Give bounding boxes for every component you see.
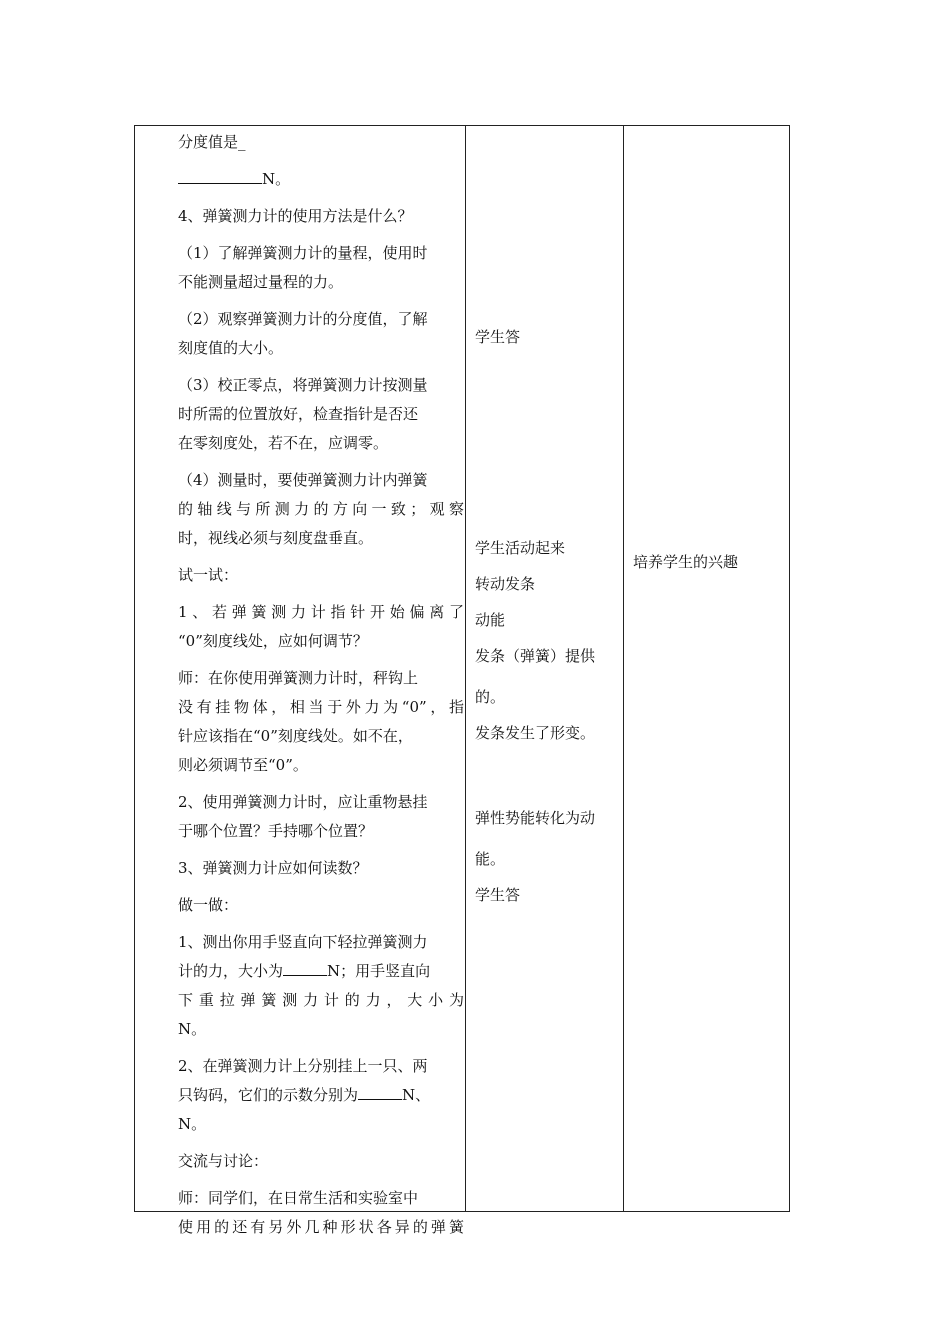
section-heading: 做一做：	[178, 896, 239, 914]
student-note: 的。	[475, 688, 506, 706]
student-note: 学生答	[475, 328, 521, 346]
paragraph: 1、测出你用手竖直向下轻拉弹簧测力 计的力，大小为 N；用手竖直向 下重拉弹簧测力计的力，大小为 N。	[178, 933, 464, 1038]
paragraph: 分度值是_	[178, 133, 246, 151]
paragraph: 1、若弹簧测力计指针开始偏离了 “0”刻度线处，应如何调节？	[178, 603, 464, 650]
student-note: 学生答	[475, 886, 521, 904]
student-note: 发条发生了形变。	[475, 724, 596, 742]
paragraph: （3）校正零点，将弹簧测力计按测量 时所需的位置放好，检查指针是否还 在零刻度处，若不在，应调零。	[178, 376, 428, 452]
lesson-table	[134, 125, 790, 1236]
answer-blank	[178, 165, 262, 184]
paragraph: （4）测量时，要使弹簧测力计内弹簧 的轴线与所测力的方向一致；观察 时，视线必须与刻度盘垂直。	[178, 471, 464, 547]
design-intent-column	[633, 126, 783, 1211]
paragraph: （2）观察弹簧测力计的分度值，了解 刻度值的大小。	[178, 310, 428, 357]
paragraph: 师：同学们，在日常生活和实验室中 使用的还有另外几种形状各异的弹簧	[178, 1189, 464, 1236]
design-note: 培养学生的兴趣	[633, 553, 739, 571]
student-note: 转动发条	[475, 575, 536, 593]
paragraph: （1）了解弹簧测力计的量程，使用时 不能测量超过量程的力。	[178, 244, 428, 291]
column-divider-1	[465, 126, 466, 1211]
student-note: 能。	[475, 850, 506, 868]
teaching-content-column	[178, 128, 464, 1250]
paragraph: 2、在弹簧测力计上分别挂上一只、两 只钩码，它们的示数分别为 N、 N。	[178, 1057, 431, 1133]
paragraph: N。	[178, 165, 464, 194]
paragraph: 4、弹簧测力计的使用方法是什么？	[178, 207, 413, 225]
paragraph: 3、弹簧测力计应如何读数？	[178, 859, 368, 877]
paragraph: 师：在你使用弹簧测力计时，秤钩上 没有挂物体，相当于外力为“0”，指 针应该指在“0”刻度线处。如不在， 则必须调节至“0”。	[178, 669, 464, 774]
section-heading: 交流与讨论：	[178, 1152, 269, 1170]
section-heading: 试一试：	[178, 566, 239, 584]
student-note: 学生活动起来	[475, 539, 566, 557]
student-activity-column	[475, 126, 625, 1211]
answer-blank	[283, 957, 327, 976]
student-note: 发条（弹簧）提供	[475, 647, 596, 665]
answer-blank	[358, 1081, 402, 1100]
student-note: 动能	[475, 611, 506, 629]
paragraph: 2、使用弹簧测力计时，应让重物悬挂 于哪个位置？手持哪个位置？	[178, 793, 428, 840]
student-note: 弹性势能转化为动	[475, 809, 596, 827]
